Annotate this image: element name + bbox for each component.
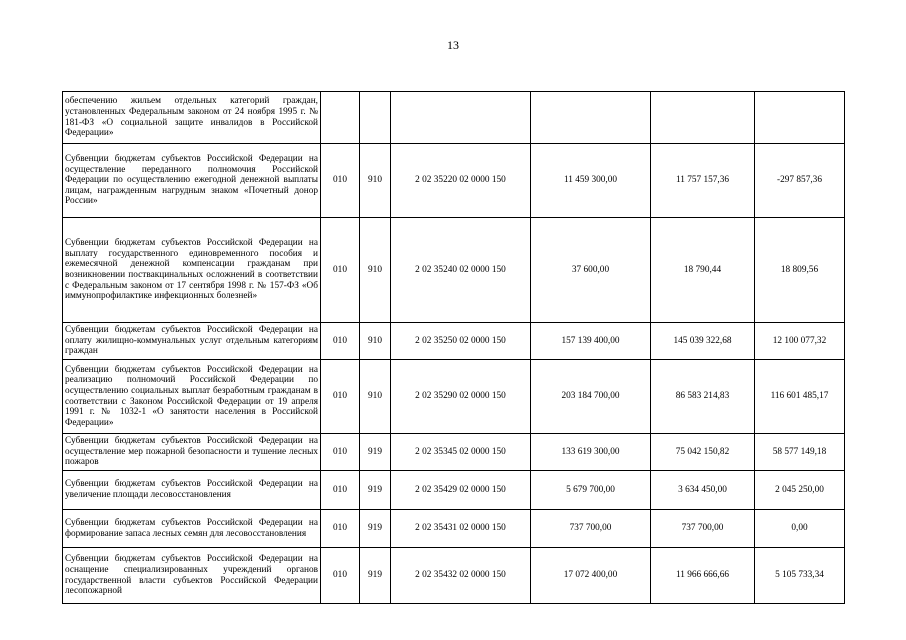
row-actual-amount: 86 583 214,83 [651,360,755,434]
row-code-chief: 910 [360,323,391,360]
table-row [63,548,845,604]
row-description: Субвенции бюджетам субъектов Российской Федерации на формирование запаса лесных семян для лесовосстановления [63,510,321,548]
row-code-chief: 919 [360,548,391,604]
row-difference-amount: 2 045 250,00 [755,471,845,510]
row-description: Субвенции бюджетам субъектов Российской Федерации на осуществление мер пожарной безопасности и тушение лесных пожаров [63,434,321,471]
row-code-admin: 010 [321,360,360,434]
row-code-admin: 010 [321,218,360,323]
row-planned-amount: 11 459 300,00 [531,144,651,218]
row-description: Субвенции бюджетам субъектов Российской Федерации на оплату жилищно-коммунальных услуг отдельным категориям граждан [63,323,321,360]
row-difference-amount: 18 809,56 [755,218,845,323]
row-planned-amount: 157 139 400,00 [531,323,651,360]
row-planned-amount: 737 700,00 [531,510,651,548]
row-code-chief [360,92,391,144]
row-code-admin [321,92,360,144]
row-actual-amount: 3 634 450,00 [651,471,755,510]
table-row [63,92,845,144]
row-actual-amount: 11 757 157,36 [651,144,755,218]
row-description: Субвенции бюджетам субъектов Российской Федерации на оснащение специализированных учреждений органов государственной власти субъектов Российской Федерации лесопожарной [63,548,321,604]
row-code-chief: 910 [360,360,391,434]
row-difference-amount: -297 857,36 [755,144,845,218]
page-number: 13 [447,38,459,52]
row-difference-amount: 116 601 485,17 [755,360,845,434]
row-description: Субвенции бюджетам субъектов Российской Федерации на реализацию полномочий Российской Федерации по осуществлению социальных выплат безработным гражданам в соответствии с Законом Российской Федерации от 19 апреля 1991 г. № 1032-1 «О занятости населения в Российской Федерации» [63,360,321,434]
table-row [63,510,845,548]
row-code-admin: 010 [321,548,360,604]
row-planned-amount: 203 184 700,00 [531,360,651,434]
row-planned-amount: 133 619 300,00 [531,434,651,471]
row-budget-classification-code: 2 02 35345 02 0000 150 [391,434,531,471]
row-planned-amount: 5 679 700,00 [531,471,651,510]
row-description: обеспечению жильем отдельных категорий граждан, установленных Федеральным законом от 24 ноября 1995 г. № 181-ФЗ «О социальной защите инвалидов в Российской Федерации» [63,92,321,144]
row-code-chief: 919 [360,434,391,471]
table-row [63,471,845,510]
row-budget-classification-code [391,92,531,144]
row-budget-classification-code: 2 02 35220 02 0000 150 [391,144,531,218]
row-code-chief: 919 [360,471,391,510]
row-actual-amount: 11 966 666,66 [651,548,755,604]
row-actual-amount: 145 039 322,68 [651,323,755,360]
row-budget-classification-code: 2 02 35290 02 0000 150 [391,360,531,434]
row-actual-amount: 75 042 150,82 [651,434,755,471]
row-difference-amount [755,92,845,144]
row-actual-amount [651,92,755,144]
row-difference-amount: 12 100 077,32 [755,323,845,360]
table-row [63,434,845,471]
row-code-admin: 010 [321,471,360,510]
row-code-admin: 010 [321,323,360,360]
row-actual-amount: 18 790,44 [651,218,755,323]
table-row [63,144,845,218]
row-code-chief: 919 [360,510,391,548]
row-difference-amount: 0,00 [755,510,845,548]
revenue-table [62,91,845,604]
row-difference-amount: 5 105 733,34 [755,548,845,604]
row-code-admin: 010 [321,144,360,218]
row-description: Субвенции бюджетам субъектов Российской Федерации на выплату государственного единовременного пособия и ежемесячной денежной компенсации гражданам при возникновении поствакцинальных осложнений в соответствии с Федеральным законом от 17 сентября 1998 г. № 157-ФЗ «Об иммунопрофилактике инфекционных болезней» [63,218,321,323]
row-budget-classification-code: 2 02 35250 02 0000 150 [391,323,531,360]
table-row [63,323,845,360]
row-difference-amount: 58 577 149,18 [755,434,845,471]
row-budget-classification-code: 2 02 35431 02 0000 150 [391,510,531,548]
row-planned-amount: 37 600,00 [531,218,651,323]
row-description: Субвенции бюджетам субъектов Российской Федерации на увеличение площади лесовосстановления [63,471,321,510]
row-code-chief: 910 [360,144,391,218]
row-description: Субвенции бюджетам субъектов Российской Федерации на осуществление переданного полномочия Российской Федерации по осуществлению ежегодной денежной выплаты лицам, награжденным нагрудным знаком «Почетный донор России» [63,144,321,218]
table-row [63,360,845,434]
row-actual-amount: 737 700,00 [651,510,755,548]
row-code-chief: 910 [360,218,391,323]
row-budget-classification-code: 2 02 35432 02 0000 150 [391,548,531,604]
row-budget-classification-code: 2 02 35240 02 0000 150 [391,218,531,323]
table-row [63,218,845,323]
row-budget-classification-code: 2 02 35429 02 0000 150 [391,471,531,510]
row-planned-amount [531,92,651,144]
row-code-admin: 010 [321,434,360,471]
row-planned-amount: 17 072 400,00 [531,548,651,604]
row-code-admin: 010 [321,510,360,548]
